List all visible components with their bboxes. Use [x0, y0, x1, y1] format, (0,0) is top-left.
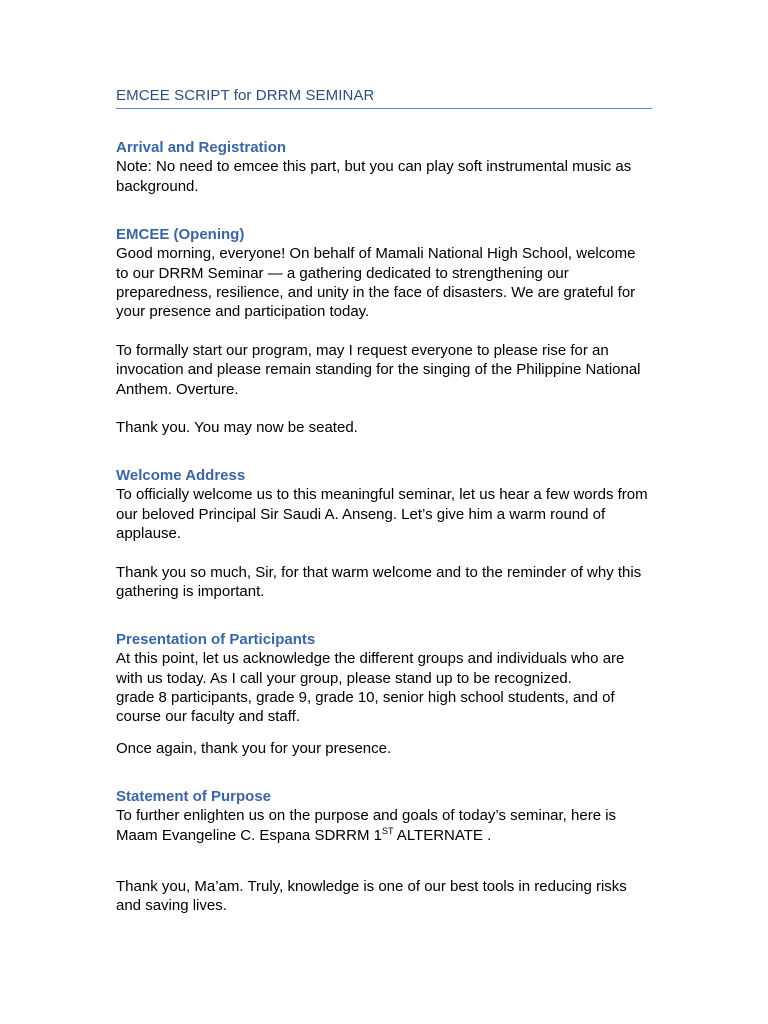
opening-paragraph-3: Thank you. You may now be seated.: [116, 419, 358, 436]
document-title: EMCEE SCRIPT for DRRM SEMINAR: [116, 87, 375, 104]
section-arrival: [116, 138, 652, 196]
arrival-note: Note: No need to emcee this part, but you can play soft instrumental music as background.: [116, 158, 632, 195]
ordinal-superscript: ST: [381, 825, 394, 836]
section-opening: [116, 225, 652, 321]
section-participants: [116, 630, 652, 726]
section-heading-participants: Presentation of Participants: [116, 631, 316, 648]
section-welcome: [116, 466, 652, 543]
participants-paragraph-2-block: [116, 739, 652, 758]
purpose-paragraph-2-block: [116, 877, 652, 916]
participants-paragraph-2: Once again, thank you for your presence.: [116, 740, 392, 757]
section-heading-opening: EMCEE (Opening): [116, 226, 245, 243]
opening-paragraph-3-block: [116, 418, 652, 437]
title-underline-rule: [116, 108, 652, 109]
section-heading-welcome: Welcome Address: [116, 467, 246, 484]
participants-paragraph-1-groups: grade 8 participants, grade 9, grade 10, senior high school students, and of course our faculty and staff.: [116, 688, 615, 726]
opening-paragraph-2: To formally start our program, may I request everyone to please rise for an invocation and please remain standing for the singing of the Philippine National Anthem. Overture.: [116, 342, 641, 398]
section-heading-purpose: Statement of Purpose: [116, 788, 272, 805]
purpose-paragraph-1: [116, 806, 652, 845]
purpose-text-before: To further enlighten us on the purpose and goals of today’s seminar, here is Maam Evangeline C. Espana SDRRM 1: [116, 807, 617, 844]
opening-paragraph-2-block: [116, 341, 652, 399]
welcome-paragraph-2: Thank you so much, Sir, for that warm welcome and to the reminder of why this gathering is important.: [116, 564, 642, 601]
opening-paragraph-1: Good morning, everyone! On behalf of Mamali National High School, welcome to our DRRM Seminar — a gathering dedicated to strengthening our preparedness, resilience, and unity in the face of disasters. We are grateful for your presence and participation today.: [116, 245, 636, 321]
section-heading-arrival: Arrival and Registration: [116, 139, 287, 156]
section-purpose: [116, 787, 652, 845]
purpose-text-after: ALTERNATE .: [393, 826, 492, 844]
welcome-paragraph-1: To officially welcome us to this meaningful seminar, let us hear a few words from our beloved Principal Sir Saudi A. Anseng. Let’s give him a warm round of applause.: [116, 486, 648, 542]
participants-paragraph-1: At this point, let us acknowledge the different groups and individuals who are with us today. As I call your group, please stand up to be recognized.: [116, 650, 625, 687]
purpose-paragraph-2: Thank you, Ma’am. Truly, knowledge is one of our best tools in reducing risks and saving lives.: [116, 878, 627, 915]
welcome-paragraph-2-block: [116, 563, 652, 602]
